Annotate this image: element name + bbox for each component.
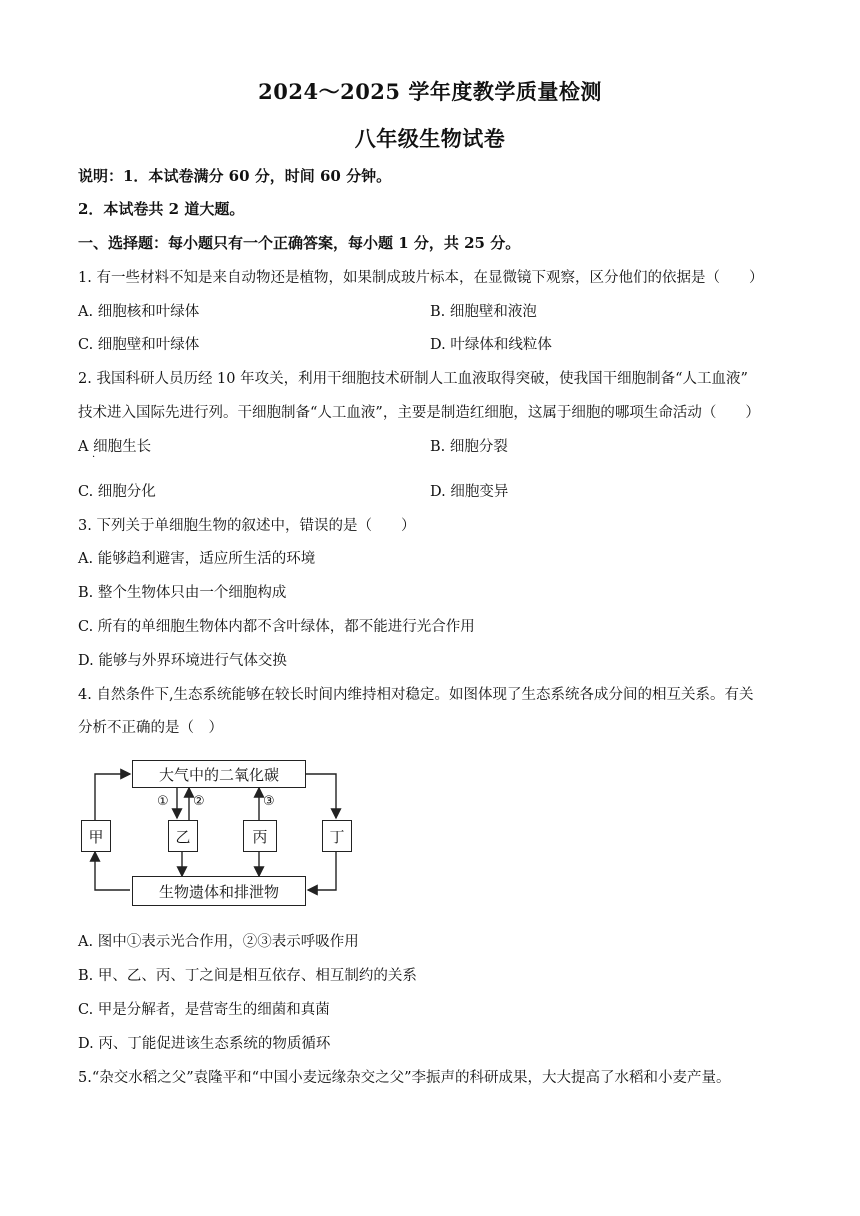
q3-option-c: C. 所有的单细胞生物体内都不含叶绿体，都不能进行光合作用 xyxy=(78,619,475,635)
bing-box: 丙 xyxy=(243,820,277,852)
q2-stem-line-1: 2. 我国科研人员历经 10 年攻关，利用干细胞技术研制人工血液取得突破，使我国干细胞制备“人工血液” xyxy=(78,371,748,387)
ecosystem-diagram xyxy=(78,752,348,920)
q2-option-d: D. 细胞变异 xyxy=(430,484,509,500)
instructions-line-1: 说明：1．本试卷满分 60 分，时间 60 分钟。 xyxy=(78,167,392,185)
q3-option-a: A. 能够趋利避害，适应所生活的环境 xyxy=(78,551,316,567)
label-2: ② xyxy=(193,794,205,809)
ding-box: 丁 xyxy=(322,820,352,852)
q5-stem: 5.“杂交水稻之父”袁隆平和“中国小麦远缘杂交之父”李振声的科研成果，大大提高了水稻和小麦产量。 xyxy=(78,1070,731,1086)
exam-subtitle: 八年级生物试卷 xyxy=(354,126,506,151)
section-1-heading: 一、选择题：每小题只有一个正确答案，每小题 1 分，共 25 分。 xyxy=(78,234,521,252)
q2-option-b: B. 细胞分裂 xyxy=(430,439,508,455)
q2-stem-line-2: 技术进入国际先进行列。干细胞制备“人工血液”，主要是制造红细胞，这属于细胞的哪项生命活动（ ） xyxy=(78,405,760,421)
q1-option-d: D. 叶绿体和线粒体 xyxy=(430,337,552,353)
q3-stem: 3. 下列关于单细胞生物的叙述中，错误的是（ ） xyxy=(78,518,416,534)
instructions-line-2: 2．本试卷共 2 道大题。 xyxy=(78,200,245,218)
stray-dot: · xyxy=(92,452,96,463)
q1-option-c: C. 细胞壁和叶绿体 xyxy=(78,337,200,353)
label-1: ① xyxy=(157,794,169,809)
q4-option-b: B. 甲、乙、丙、丁之间是相互依存、相互制约的关系 xyxy=(78,968,417,984)
remains-excreta-box: 生物遗体和排泄物 xyxy=(132,876,306,906)
q1-option-b: B. 细胞壁和液泡 xyxy=(430,304,537,320)
exam-title: 2024～2025 学年度教学质量检测 xyxy=(258,79,602,104)
q3-option-d: D. 能够与外界环境进行气体交换 xyxy=(78,653,287,669)
label-3: ③ xyxy=(263,794,275,809)
q4-stem-line-1: 4. 自然条件下,生态系统能够在较长时间内维持相对稳定。如图体现了生态系统各成分间的相互关系。有关 xyxy=(78,687,754,703)
q4-option-d: D. 丙、丁能促进该生态系统的物质循环 xyxy=(78,1036,331,1052)
q4-stem-line-2: 分析不正确的是（ ） xyxy=(78,720,223,736)
q1-stem: 1. 有一些材料不知是来自动物还是植物，如果制成玻片标本，在显微镜下观察，区分他们的依据是（ ） xyxy=(78,270,764,286)
atmosphere-co2-box: 大气中的二氧化碳 xyxy=(132,760,306,788)
q2-option-a: A 细胞生长 xyxy=(78,439,152,455)
jia-box: 甲 xyxy=(81,820,111,852)
q1-option-a: A. 细胞核和叶绿体 xyxy=(78,304,200,320)
yi-box: 乙 xyxy=(168,820,198,852)
q4-option-a: A. 图中①表示光合作用，②③表示呼吸作用 xyxy=(78,934,359,950)
q3-option-b: B. 整个生物体只由一个细胞构成 xyxy=(78,585,287,601)
q2-option-c: C. 细胞分化 xyxy=(78,484,156,500)
q4-option-c: C. 甲是分解者，是营寄生的细菌和真菌 xyxy=(78,1002,330,1018)
